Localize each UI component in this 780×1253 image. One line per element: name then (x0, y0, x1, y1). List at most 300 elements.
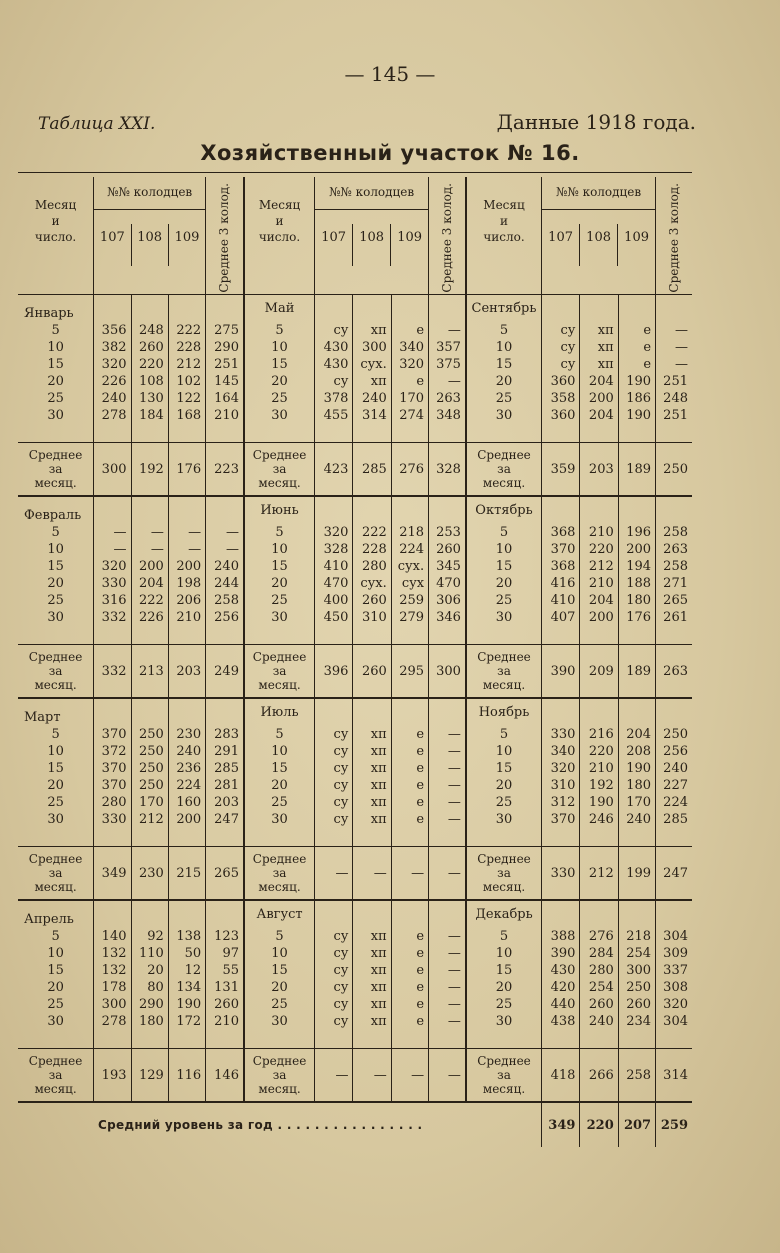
value-cell: 300 (353, 339, 391, 356)
empty-cell (131, 626, 168, 645)
avg-value: 212 (580, 847, 618, 901)
value-cell: 346 (429, 609, 466, 626)
month-name: Март (24, 710, 61, 725)
table-row (18, 524, 692, 541)
value-cell: 370 (542, 541, 580, 558)
value-cell: е (618, 356, 655, 373)
value-cell: 200 (168, 558, 205, 575)
avg-label-word: Среднее (477, 448, 531, 462)
table-row (18, 322, 692, 339)
empty-cell (206, 900, 244, 928)
day-cell: 25 (466, 592, 542, 609)
value-cell: 210 (206, 1013, 244, 1030)
value-cell: 200 (168, 811, 205, 828)
avg-value: 116 (168, 1049, 205, 1103)
top-rule (18, 172, 692, 173)
month-name: Июнь (244, 496, 315, 524)
empty-cell (18, 828, 94, 847)
value-cell: 132 (94, 945, 131, 962)
value-cell: е (618, 322, 655, 339)
value-cell: 20 (131, 962, 168, 979)
value-cell: су (315, 945, 353, 962)
value-cell: су (315, 1013, 353, 1030)
spacer-row (18, 424, 692, 443)
value-cell: 248 (656, 390, 692, 407)
avg-value: 349 (94, 847, 131, 901)
avg-label-word: за (48, 462, 63, 476)
value-cell: 220 (580, 743, 618, 760)
value-cell: е (391, 743, 428, 760)
day-cell: 25 (244, 996, 315, 1013)
month-name: Декабрь (466, 900, 542, 928)
table-row (18, 407, 692, 424)
avg-label-word: месяц. (482, 1082, 526, 1096)
value-cell: хп (353, 996, 391, 1013)
value-cell: су (315, 743, 353, 760)
empty-cell (94, 496, 131, 524)
value-cell: 230 (168, 726, 205, 743)
value-cell: 251 (656, 407, 692, 424)
empty-cell (206, 828, 244, 847)
day-cell: 20 (466, 777, 542, 794)
empty-cell (580, 828, 618, 847)
table-row (18, 575, 692, 592)
value-cell: 407 (542, 609, 580, 626)
avg-value: 209 (580, 645, 618, 699)
empty-cell (656, 900, 692, 928)
avg-value: 265 (206, 847, 244, 901)
value-cell: е (391, 945, 428, 962)
avg-label (244, 847, 315, 901)
value-cell: — (429, 743, 466, 760)
value-cell: 358 (542, 390, 580, 407)
avg-value: 247 (656, 847, 692, 901)
value-cell: 210 (206, 407, 244, 424)
value-cell: 200 (580, 609, 618, 626)
value-cell: 470 (429, 575, 466, 592)
avg-label-word: за (48, 1068, 63, 1082)
empty-cell (391, 1030, 428, 1049)
empty-cell (656, 828, 692, 847)
value-cell: 92 (131, 928, 168, 945)
value-cell: 320 (94, 356, 131, 373)
day-cell: 5 (466, 524, 542, 541)
day-cell: 10 (47, 340, 64, 355)
value-cell: 204 (580, 373, 618, 390)
empty-cell (18, 626, 94, 645)
month-average-row (18, 645, 692, 699)
header-wells (542, 177, 656, 295)
month-name: Июль (244, 698, 315, 726)
value-cell: — (429, 760, 466, 777)
value-cell: 190 (168, 996, 205, 1013)
avg-label (18, 847, 94, 901)
empty-cell (315, 900, 353, 928)
value-cell: 265 (656, 592, 692, 609)
value-cell: 276 (580, 928, 618, 945)
day-cell: 10 (47, 744, 64, 759)
value-cell: 360 (542, 407, 580, 424)
value-cell: 328 (315, 541, 353, 558)
value-cell: 256 (206, 609, 244, 626)
avg-value: — (429, 847, 466, 901)
value-cell: 212 (131, 811, 168, 828)
value-cell: 259 (391, 592, 428, 609)
table-row (18, 726, 692, 743)
avg-value: 230 (131, 847, 168, 901)
value-cell: — (168, 524, 205, 541)
value-cell: 370 (94, 777, 131, 794)
value-cell: су (315, 811, 353, 828)
empty-cell (244, 828, 315, 847)
header-wells-label: №№ колодцев (542, 185, 655, 210)
avg-label-word: месяц. (258, 678, 301, 692)
avg-label-word: за (497, 664, 511, 678)
value-cell: 244 (206, 575, 244, 592)
value-cell: 222 (168, 322, 205, 339)
avg-label-word: за (497, 1068, 511, 1082)
empty-cell (429, 900, 466, 928)
empty-cell (580, 424, 618, 443)
value-cell: 168 (168, 407, 205, 424)
value-cell: 204 (131, 575, 168, 592)
value-cell: хп (580, 322, 618, 339)
month-name-row (18, 496, 692, 524)
month-name: Январь (24, 306, 74, 321)
value-cell: сух (391, 575, 428, 592)
value-cell: 138 (168, 928, 205, 945)
value-cell: 240 (168, 743, 205, 760)
empty-cell (466, 626, 542, 645)
day-cell: 15 (466, 760, 542, 777)
day-cell: 5 (51, 323, 60, 338)
avg-value: 266 (580, 1049, 618, 1103)
value-cell: 285 (206, 760, 244, 777)
day-cell: 20 (466, 575, 542, 592)
avg-value: 189 (618, 443, 655, 497)
header-well-number: 108 (579, 224, 617, 266)
empty-cell (206, 698, 244, 726)
empty-cell (618, 295, 655, 323)
value-cell: хп (353, 811, 391, 828)
day-cell: 25 (466, 794, 542, 811)
value-cell: 160 (168, 794, 205, 811)
empty-cell (168, 496, 205, 524)
avg-value: 129 (131, 1049, 168, 1103)
empty-cell (542, 295, 580, 323)
value-cell: 180 (618, 592, 655, 609)
value-cell: су (315, 322, 353, 339)
avg-value: 215 (168, 847, 205, 901)
empty-cell (353, 424, 391, 443)
value-cell: 283 (206, 726, 244, 743)
header-month-col (244, 177, 315, 295)
value-cell: 140 (94, 928, 131, 945)
empty-cell (206, 295, 244, 323)
empty-cell (353, 295, 391, 323)
avg-value: 300 (94, 443, 131, 497)
value-cell: 440 (542, 996, 580, 1013)
table-title: Хозяйственный участок № 16. (200, 141, 580, 165)
header-month-word: Месяц (483, 198, 525, 212)
day-cell: 10 (47, 946, 64, 961)
empty-cell (353, 626, 391, 645)
avg-value: 390 (542, 645, 580, 699)
value-cell: 212 (580, 558, 618, 575)
value-cell: 260 (580, 996, 618, 1013)
month-average-row (18, 443, 692, 497)
avg-label-word: за (497, 462, 511, 476)
value-cell: 204 (618, 726, 655, 743)
header-well-number: 108 (352, 224, 390, 266)
avg-value: 199 (618, 847, 655, 901)
day-cell: 15 (244, 558, 315, 575)
value-cell: 240 (618, 811, 655, 828)
avg-label-word: месяц. (34, 880, 77, 894)
value-cell: 309 (656, 945, 692, 962)
value-cell: 220 (131, 356, 168, 373)
header-wells (315, 177, 429, 295)
empty-cell (353, 698, 391, 726)
empty-cell (168, 900, 205, 928)
value-cell: 240 (353, 390, 391, 407)
value-cell: 222 (131, 592, 168, 609)
avg-value: 295 (391, 645, 428, 699)
value-cell: 258 (656, 558, 692, 575)
value-cell: 284 (580, 945, 618, 962)
value-cell: 280 (94, 794, 131, 811)
value-cell: — (131, 541, 168, 558)
value-cell: 357 (429, 339, 466, 356)
value-cell: 258 (206, 592, 244, 609)
avg-value: 213 (131, 645, 168, 699)
value-cell: 200 (618, 541, 655, 558)
avg-label (466, 1049, 542, 1103)
value-cell: су (315, 962, 353, 979)
value-cell: 260 (353, 592, 391, 609)
value-cell: 224 (656, 794, 692, 811)
value-cell: 170 (131, 794, 168, 811)
value-cell: 308 (656, 979, 692, 996)
value-cell: 330 (94, 811, 131, 828)
value-cell: су (315, 928, 353, 945)
avg-label-word: Среднее (477, 852, 531, 866)
value-cell: 224 (168, 777, 205, 794)
value-cell: 310 (542, 777, 580, 794)
value-cell: 210 (580, 760, 618, 777)
value-cell: 186 (618, 390, 655, 407)
value-cell: — (429, 996, 466, 1013)
day-cell: 30 (466, 609, 542, 626)
value-cell: 290 (131, 996, 168, 1013)
value-cell: 280 (353, 558, 391, 575)
day-cell: 20 (47, 778, 64, 793)
value-cell: хп (353, 1013, 391, 1030)
day-cell: 20 (244, 979, 315, 996)
value-cell: 348 (429, 407, 466, 424)
avg-label-word: месяц. (34, 1082, 77, 1096)
month-name: Февраль (24, 508, 82, 523)
avg-label-word: за (272, 1068, 287, 1082)
day-cell: 30 (47, 1014, 64, 1029)
avg-label-word: Среднее (28, 1054, 83, 1068)
value-cell: 260 (429, 541, 466, 558)
value-cell: хп (353, 794, 391, 811)
empty-cell (315, 1030, 353, 1049)
value-cell: 263 (429, 390, 466, 407)
well-level-table (18, 177, 692, 1147)
avg-value: 359 (542, 443, 580, 497)
header-wells-label: №№ колодцев (315, 185, 428, 210)
header-wells-label: №№ колодцев (94, 185, 205, 210)
avg-value: 418 (542, 1049, 580, 1103)
header-avg-col (656, 177, 692, 295)
value-cell: 172 (168, 1013, 205, 1030)
avg-label-word: за (497, 866, 511, 880)
value-cell: 200 (131, 558, 168, 575)
value-cell: 218 (618, 928, 655, 945)
empty-cell (580, 900, 618, 928)
value-cell: сух. (353, 356, 391, 373)
value-cell: су (315, 794, 353, 811)
value-cell: 382 (94, 339, 131, 356)
value-cell: 254 (580, 979, 618, 996)
value-cell: 250 (131, 743, 168, 760)
value-cell: — (656, 356, 692, 373)
value-cell: 176 (618, 609, 655, 626)
day-cell: 5 (466, 928, 542, 945)
table-number: Таблица XXI. (38, 114, 156, 134)
value-cell: 310 (353, 609, 391, 626)
value-cell: 300 (618, 962, 655, 979)
value-cell: 251 (656, 373, 692, 390)
day-cell: 30 (466, 811, 542, 828)
empty-cell (131, 295, 168, 323)
empty-cell (168, 1030, 205, 1049)
value-cell: 240 (206, 558, 244, 575)
value-cell: е (391, 794, 428, 811)
value-cell: 258 (656, 524, 692, 541)
value-cell: 188 (618, 575, 655, 592)
avg-label (18, 1049, 94, 1103)
data-year: Данные 1918 года. (496, 110, 696, 134)
empty-cell (18, 1030, 94, 1049)
day-cell: 15 (47, 559, 64, 574)
empty-cell (131, 1030, 168, 1049)
avg-value: — (429, 1049, 466, 1103)
avg-value: — (353, 847, 391, 901)
value-cell: 190 (618, 407, 655, 424)
value-cell: сух. (353, 575, 391, 592)
value-cell: 97 (206, 945, 244, 962)
value-cell: 280 (580, 962, 618, 979)
value-cell: — (206, 541, 244, 558)
value-cell: 240 (580, 1013, 618, 1030)
avg-value: 223 (206, 443, 244, 497)
value-cell: су (542, 339, 580, 356)
value-cell: 192 (580, 777, 618, 794)
empty-cell (429, 698, 466, 726)
avg-label-word: Среднее (28, 448, 83, 462)
value-cell: 340 (391, 339, 428, 356)
empty-cell (315, 295, 353, 323)
value-cell: 55 (206, 962, 244, 979)
day-cell: 30 (47, 408, 64, 423)
value-cell: 246 (580, 811, 618, 828)
value-cell: 180 (131, 1013, 168, 1030)
value-cell: е (391, 811, 428, 828)
value-cell: 332 (94, 609, 131, 626)
value-cell: 304 (656, 928, 692, 945)
value-cell: 275 (206, 322, 244, 339)
avg-label-word: за (272, 462, 287, 476)
empty-cell (618, 828, 655, 847)
empty-cell (618, 496, 655, 524)
value-cell: 170 (391, 390, 428, 407)
avg-value: 250 (656, 443, 692, 497)
value-cell: е (391, 928, 428, 945)
day-cell: 5 (244, 726, 315, 743)
value-cell: 196 (618, 524, 655, 541)
day-cell: 5 (51, 929, 60, 944)
value-cell: — (131, 524, 168, 541)
day-cell: 20 (244, 575, 315, 592)
value-cell: 320 (94, 558, 131, 575)
table-row (18, 928, 692, 945)
value-cell: 416 (542, 575, 580, 592)
avg-label-word: месяц. (482, 678, 526, 692)
value-cell: хп (580, 356, 618, 373)
header-month-word: число. (483, 230, 525, 244)
avg-value: 423 (315, 443, 353, 497)
header-row (18, 177, 692, 295)
header-month-word: число. (258, 230, 301, 244)
value-cell: 330 (542, 726, 580, 743)
avg-label-word: за (272, 664, 287, 678)
day-cell: 15 (466, 356, 542, 373)
empty-cell (542, 496, 580, 524)
avg-value: 146 (206, 1049, 244, 1103)
value-cell: 278 (94, 1013, 131, 1030)
value-cell: 250 (131, 726, 168, 743)
avg-value: 300 (429, 645, 466, 699)
empty-cell (168, 828, 205, 847)
month-name: Ноябрь (466, 698, 542, 726)
avg-label-word: месяц. (258, 476, 301, 490)
header-well-number: 109 (617, 224, 655, 266)
spacer-row (18, 626, 692, 645)
value-cell: 80 (131, 979, 168, 996)
table-row (18, 373, 692, 390)
avg-value: 189 (618, 645, 655, 699)
avg-label-word: месяц. (34, 476, 77, 490)
value-cell: хп (580, 339, 618, 356)
value-cell: 250 (656, 726, 692, 743)
header-well-number: 107 (321, 230, 347, 245)
empty-cell (542, 900, 580, 928)
avg-value: 258 (618, 1049, 655, 1103)
avg-label-word: за (48, 664, 63, 678)
empty-cell (168, 424, 205, 443)
empty-cell (429, 1030, 466, 1049)
table-row (18, 541, 692, 558)
avg-label-word: Среднее (252, 448, 307, 462)
day-cell: 10 (244, 945, 315, 962)
empty-cell (618, 424, 655, 443)
value-cell: 198 (168, 575, 205, 592)
avg-label-word: месяц. (34, 678, 77, 692)
day-cell: 15 (466, 558, 542, 575)
